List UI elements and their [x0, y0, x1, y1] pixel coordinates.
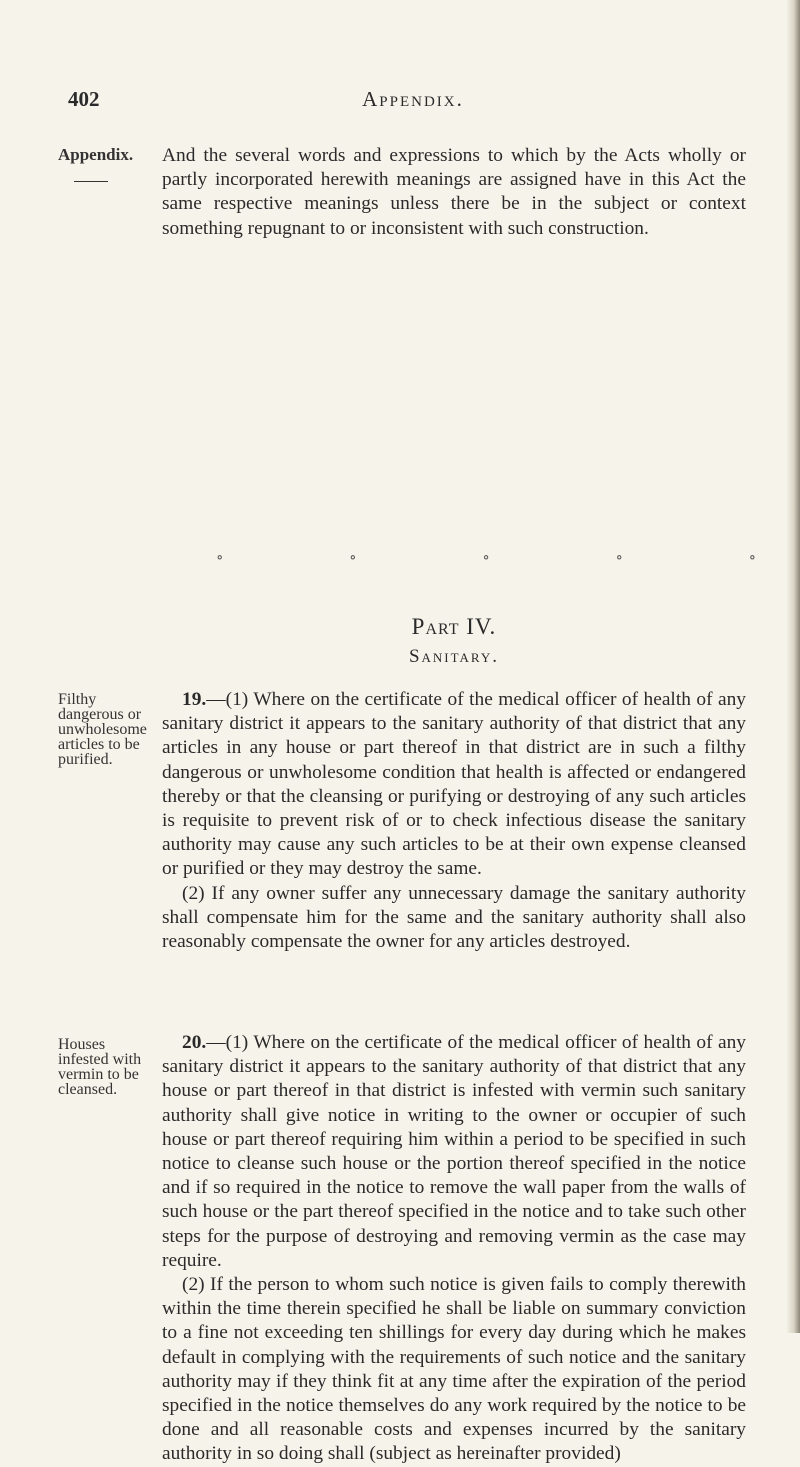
section-19 [162, 688, 746, 954]
section-19-paragraph-1 [162, 688, 746, 882]
section-20-text: —(1) Where on the certificate of the medical officer of health of any sanitary district it appears to the sanitary authority of that district that any house or part thereof in that district is infested with vermin such sanitary authority shall give notice in writing to the owner or occupier of such house or part thereof requiring him within a period to be specified in such notice to cleanse such house or the portion thereof specified in the notice and if so required in the notice to remove the wall paper from the walls of such house or the part thereof specified in the notice and to take such other steps for the purpose of destroying and removing vermin as the case may require. [162, 1032, 746, 1271]
section-20-paragraph-1 [162, 1031, 746, 1273]
page-edge-shadow [786, 0, 800, 1333]
section-19-text: —(1) Where on the certificate of the medical officer of health of any sanitary district it appears to the sanitary authority of that district that any articles in any house or part thereof in that district are in such a filthy dangerous or unwholesome condition that health is affected or endangered thereby or that the cleansing or purifying or destroying of any such articles is requisite to prevent risk of or to check infectious disease the sanitary authority may cause any such articles to be at their own expense cleansed or purified or they may destroy the same. [162, 689, 746, 880]
ornament-row [216, 548, 756, 567]
ornament: ∘ [482, 550, 490, 566]
part-subtitle: Sanitary. [408, 646, 500, 667]
page-header [68, 87, 758, 117]
running-head: Appendix. [362, 87, 464, 111]
intro-paragraph-block [162, 144, 746, 241]
margin-note-section-20: Houses infested with vermin to be cleansed. [58, 1036, 142, 1098]
ornament: ∘ [615, 550, 623, 566]
section-19-paragraph-2: (2) If any owner suffer any unnecessary damage the sanitary authority shall compensate him for the same and the sanitary authority shall also reasonably compensate the owner for any articles destroyed. [162, 882, 746, 953]
ornament: ∘ [216, 550, 224, 566]
margin-dash [74, 181, 108, 182]
ornament: ∘ [349, 550, 357, 566]
section-20 [162, 1031, 746, 1467]
ornament: ∘ [748, 550, 756, 566]
part-title: Part IV. [411, 614, 497, 639]
section-20-paragraph-2: (2) If the person to whom such notice is given fails to comply therewith within the time therein specified he shall be liable on summary conviction to a fine not exceeding ten shillings for every day during which he makes default in complying with the requirements of such notice and the sanitary authority may if they think fit at any time after the expiration of the period specified in the notice themselves do any work required by the notice to be done and all reasonable costs and expenses incurred by the sanitary authority in so doing shall (subject as hereinafter provided) [162, 1274, 746, 1465]
margin-label-appendix: Appendix. [58, 145, 134, 164]
margin-note-section-19: Filthy dangerous or unwholesome articles to be purified. [58, 691, 147, 768]
page-number: 402 [68, 87, 100, 111]
section-number: 20. [182, 1032, 207, 1053]
section-number: 19. [182, 689, 207, 710]
intro-paragraph: And the several words and expressions to which by the Acts wholly or partly incorporated herewith meanings are assigned have in this Act the same respective meanings unless there be in the subject or context something repugnant to or inconsistent with such construction. [162, 145, 746, 239]
